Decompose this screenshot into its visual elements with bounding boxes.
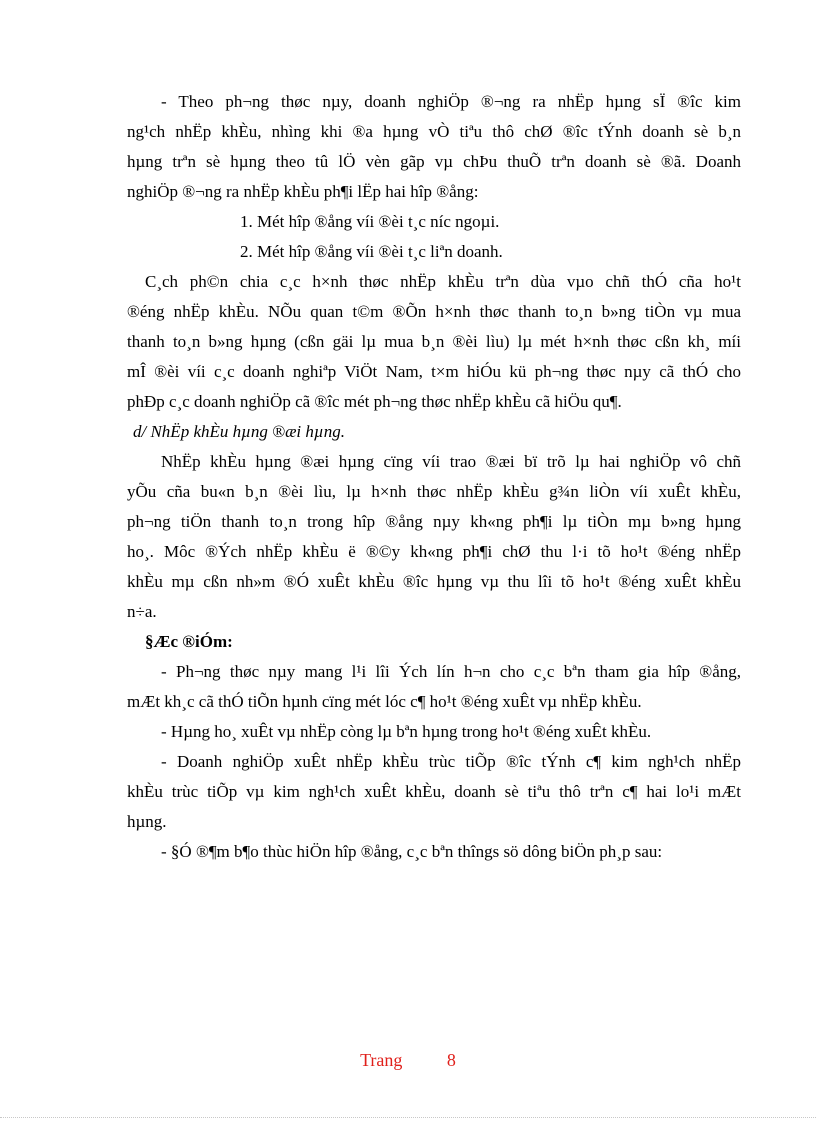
text-line: - Theo ph¬ng thøc nµy, doanh nghiÖp ®¬ng ra nhËp hµng sÏ ®îc kim — [161, 92, 741, 111]
list-item: 1. Mét hîp ®ång víi ®èi t¸c níc ngoµi. — [240, 212, 500, 231]
page-footer — [0, 1050, 816, 1071]
text-line: - Ph¬ng thøc nµy mang l¹i lîi Ých lín h¬n cho c¸c bªn tham gia hîp ®ång, — [161, 662, 741, 681]
text-line: hµng. — [127, 812, 167, 831]
text-line: mÎ ®èi víi c¸c doanh nghiªp ViÖt Nam, t×m hiÓu kü ph¬ng thøc nµy cã thÓ cho — [127, 362, 741, 381]
text-line: khÈu trùc tiÕp vµ kim ngh¹ch xuÊt khÈu, doanh sè tiªu thô trªn c¶ hai lo¹i mÆt — [127, 782, 741, 801]
body-text — [127, 87, 741, 867]
text-line: n÷a. — [127, 602, 157, 621]
text-line: ng¹ch nhËp khÈu, nhìng khi ®a hµng vÒ tiªu thô chØ ®îc tÝnh doanh sè b¸n — [127, 122, 741, 141]
page-bottom-border — [0, 1117, 816, 1118]
section-heading: §Æc ®iÓm: — [145, 632, 233, 651]
text-line: ho¸. Môc ®Ých nhËp khÈu ë ®©y kh«ng ph¶i chØ thu l·i tõ ho¹t ®éng nhËp — [127, 542, 741, 561]
text-line: phÐp c¸c doanh nghiÖp cã ®îc mét ph¬ng thøc nhËp khÈu cã hiÖu qu¶. — [127, 392, 622, 411]
text-line: - Doanh nghiÖp xuÊt nhËp khÈu trùc tiÕp ®îc tÝnh c¶ kim ngh¹ch nhËp — [161, 752, 741, 771]
text-line: khÈu mµ cßn nh»m ®Ó xuÊt khÈu ®îc hµng vµ thu lîi tõ ho¹t ®éng xuÊt khÈu — [127, 572, 741, 591]
text-line: yÕu cña bu«n b¸n ®èi lìu, lµ h×nh thøc nhËp khÈu g¾n liÒn víi xuÊt khÈu, — [127, 482, 741, 501]
text-line: hµng trªn sè hµng theo tû lÖ vèn gãp vµ chÞu thuÕ trªn doanh sè ®ã. Doanh — [127, 152, 741, 171]
text-line: NhËp khÈu hµng ®æi hµng cïng víi trao ®æi bï trõ lµ hai nghiÖp vô chñ — [161, 452, 741, 471]
list-item: 2. Mét hîp ®ång víi ®èi t¸c liªn doanh. — [240, 242, 503, 261]
text-line: mÆt kh¸c cã thÓ tiÕn hµnh cïng mét lóc c¶ ho¹t ®éng xuÊt vµ nhËp khÈu. — [127, 692, 642, 711]
text-line: ph¬ng tiÖn thanh to¸n trong hîp ®ång nµy kh«ng ph¶i lµ tiÒn mµ b»ng hµng — [127, 512, 741, 531]
text-line: - Hµng ho¸ xuÊt vµ nhËp còng lµ bªn hµng trong ho¹t ®éng xuÊt khÈu. — [161, 722, 652, 741]
page-number: 8 — [446, 1050, 456, 1070]
text-line: ®éng nhËp khÈu. NÕu quan t©m ®Õn h×nh thøc thanh to¸n b»ng tiÒn vµ mua — [127, 302, 741, 321]
text-line: C¸ch ph©n chia c¸c h×nh thøc nhËp khÈu trªn dùa vµo chñ thÓ cña ho¹t — [145, 272, 741, 291]
section-heading: d/ NhËp khÈu hµng ®æi hµng. — [133, 422, 345, 441]
text-line: nghiÖp ®¬ng ra nhËp khÈu ph¶i lËp hai hîp ®ång: — [127, 182, 479, 201]
text-line: - §Ó ®¶m b¶o thùc hiÖn hîp ®ång, c¸c bªn thîngs sö dông biÖn ph¸p sau: — [161, 842, 663, 861]
text-line: thanh to¸n b»ng hµng (cßn gäi lµ mua b¸n ®èi lìu) lµ mét h×nh thøc cßn kh¸ míi — [127, 332, 741, 351]
footer-label: Trang — [360, 1050, 403, 1070]
